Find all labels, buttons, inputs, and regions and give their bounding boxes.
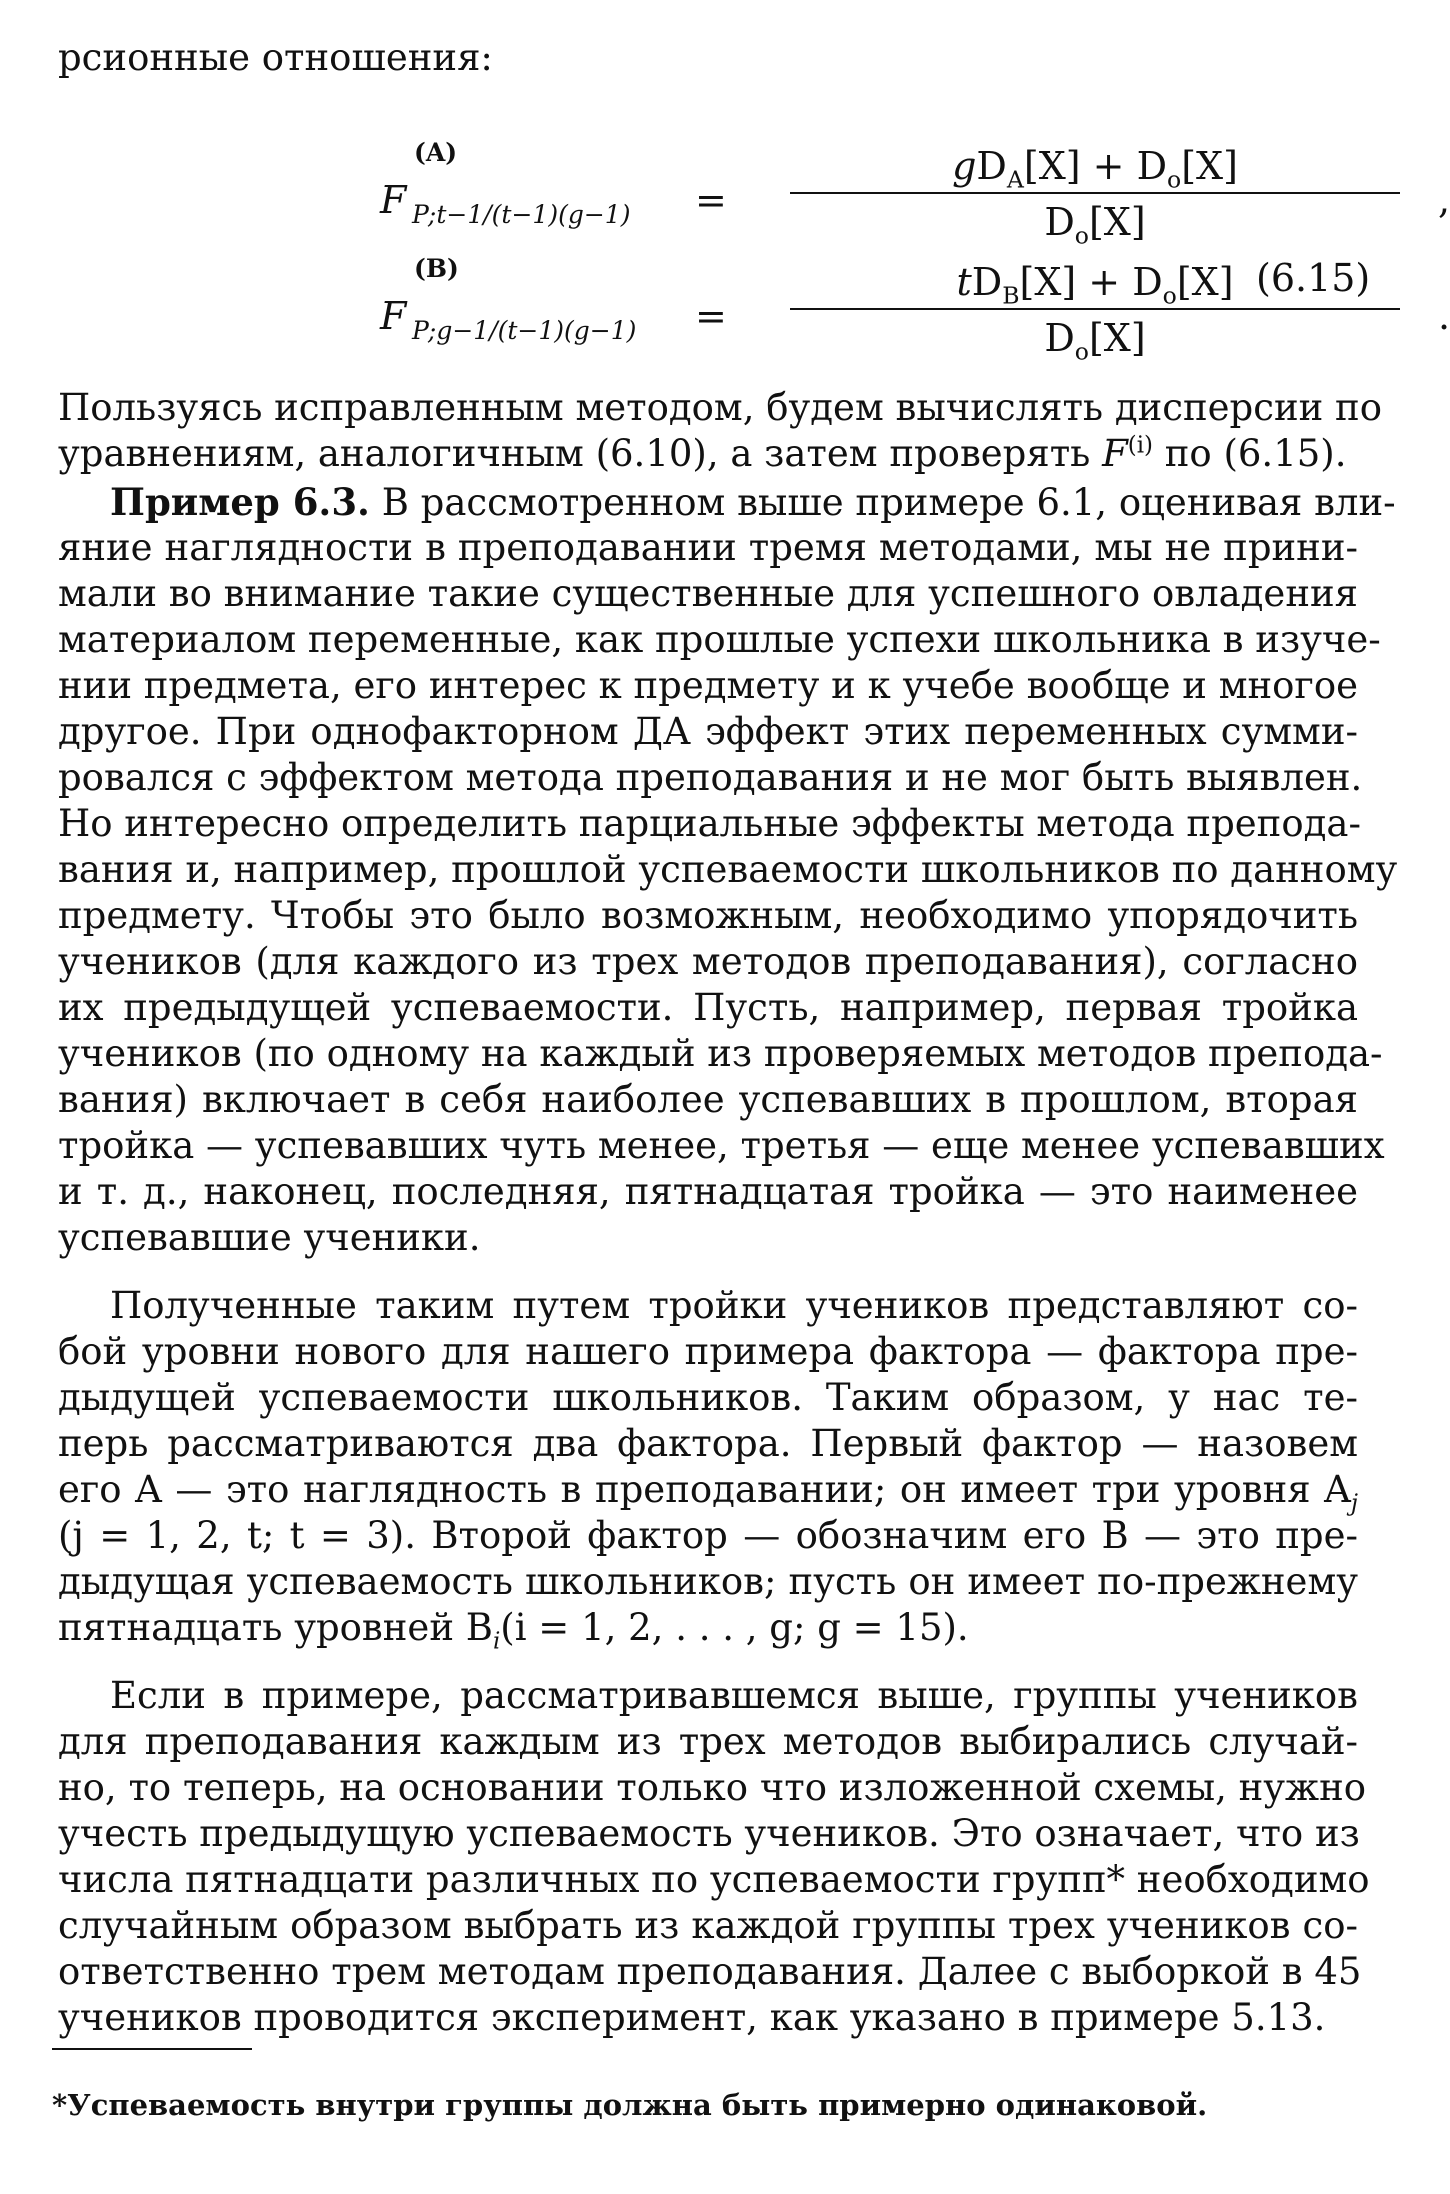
paragraph-line: их предыдущей успеваемости. Пусть, например, первая тройка [58, 986, 1358, 1029]
top-line: рсионные отношения: [58, 36, 493, 79]
paragraph-line: яние наглядности в преподавании тремя методами, мы не прини- [58, 526, 1358, 569]
paragraph-line: ровался с эффектом метода преподавания и не мог быть выявлен. [58, 756, 1363, 799]
paragraph-line: учеников проводится эксперимент, как указано в примере 5.13. [58, 1996, 1326, 2039]
equation-b-fraction: $tD_B[X] + D_o[X]$ $D_o[X]$ [750, 260, 1440, 360]
paragraph-line: вания) включает в себя наиболее успевавших в прошлом, вторая [58, 1078, 1358, 1121]
paragraph-line: числа пятнадцати различных по успеваемости групп* необходимо [58, 1858, 1370, 1901]
equation-number: (6.15) [1256, 256, 1371, 300]
paragraph-line: пятнадцать уровней $B_i(i = 1$, 2, . . . , g; g = 15). [58, 1606, 969, 1655]
paragraph-line: уравнениям, аналогичным (6.10), а затем проверять $F^{(i)}$ по (6.15). [58, 432, 1347, 475]
paragraph-line: учесть предыдущую успеваемость учеников. Это означает, что из [58, 1812, 1360, 1855]
equation-b-lhs: F (B) P;g−1/(t−1)(g−1) [380, 254, 637, 345]
paragraph-line: успевавшие ученики. [58, 1216, 481, 1259]
paragraph-line: для преподавания каждым из трех методов выбирались случай- [58, 1720, 1358, 1763]
paragraph-line: Если в примере, рассматривавшемся выше, группы учеников [110, 1674, 1358, 1717]
paragraph-line: перь рассматриваются два фактора. Первый фактор — назовем [58, 1422, 1358, 1465]
paragraph-line: но, то теперь, на основании только что изложенной схемы, нужно [58, 1766, 1367, 1809]
example-heading-line: Пример 6.3. В рассмотренном выше примере 6.1, оценивая вли- [110, 480, 1396, 524]
paragraph-line: тройка — успевавших чуть менее, третья — еще менее успевавших [58, 1124, 1385, 1167]
paragraph-line: ответственно трем методам преподавания. Далее с выборкой в 45 [58, 1950, 1362, 1993]
paragraph-line: и т. д., наконец, последняя, пятнадцатая тройка — это наименее [58, 1170, 1358, 1213]
paragraph-line: вания и, например, прошлой успеваемости школьников по данному [58, 848, 1398, 891]
paragraph-line: Полученные таким путем тройки учеников представляют со- [110, 1284, 1358, 1327]
footnote-rule [52, 2048, 252, 2050]
paragraph-line: учеников (для каждого из трех методов преподавания), согласно [58, 940, 1358, 983]
equation-a-fraction: $gD_A[X] + D_o[X]$ $D_o[X]$ [750, 144, 1440, 244]
paragraph-line: Но интересно определить парциальные эффекты метода препода- [58, 802, 1361, 845]
example-label: Пример 6.3. [110, 480, 370, 524]
equation-a-lhs: F (A) P;t−1/(t−1)(g−1) [380, 138, 631, 229]
footnote: *Успеваемость внутри группы должна быть примерно одинаковой. [52, 2088, 1208, 2122]
paragraph-line: (j = 1, 2, t; t = 3). Второй фактор — обозначим его B — это пре- [58, 1514, 1358, 1557]
paragraph-line: случайным образом выбрать из каждой группы трех учеников со- [58, 1904, 1358, 1947]
paragraph-line: учеников (по одному на каждый из проверяемых методов препода- [58, 1032, 1383, 1075]
paragraph-line: нии предмета, его интерес к предмету и к учебе вообще и многое [58, 664, 1358, 707]
paragraph-line: Пользуясь исправленным методом, будем вычислять дисперсии по [58, 386, 1382, 429]
document-page: рсионные отношения: F (A) P;t−1/(t−1)(g−1) = $gD_A[X] + D_o[X]$ $D_o[X]$ , F (B) P;g−1/(t−1)(g−1) = $tD_B[X] + D_o[X]$ $D_o[X]$ . (6.15) Пользуясь исправленным методом, будем вычислять дисперсии по уравнениям, аналогичным (6.10), а затем проверять $F^{(i)}$ по (6.15). Пример 6.3. В рассмотренном выше примере 6.1, оценивая вли- яние наглядности в преподавании тремя методами, мы не прини- мали во внимание такие существенные для успешного овладения материалом переменные, как прошлые успехи школьника в изуче- нии предмета, его интерес к предмету и к учебе вообще и многое другое. При однофакторном ДА эффект этих переменных сумми- ровался с эффектом метода преподавания и не мог быть выявлен. Но интересно определить парциальные эффекты метода препода- вания и, например, прошлой успеваемости школьников по данному предмету. Чтобы это было возможным, необходимо упорядочить учеников (для каждого из трех методов преподавания), согласно их предыдущей успеваемости. Пусть, например, первая тройка учеников (по одному на каждый из проверяемых методов препода- вания) включает в себя наиболее успевавших в прошлом, вторая тройка — успевавших чуть менее, третья — еще менее успевавших и т. д., наконец, последняя, пятнадцатая тройка — это наименее успевавшие ученики. Полученные таким путем тройки учеников представляют со- бой уровни нового для нашего примера фактора — фактора пре- дыдущей успеваемости школьников. Таким образом, у нас те- перь рассматриваются два фактора. Первый фактор — назовем его A — это наглядность в преподавании; он имеет три уровня $A_j$ (j = 1, 2, t; t = 3). Второй фактор — обозначим его B — это пре- дыдущая успеваемость школьников; пусть он имеет по-прежнему пятнадцать уровней $B_i(i = 1$, 2, . . . , g; g = 15). Если в примере, рассматривавшемся выше, группы учеников для преподавания каждым из трех методов выбирались случай- но, то теперь, на основании только что изложенной схемы, нужно учесть предыдущую успеваемость учеников. Это означает, что из числа пятнадцати различных по успеваемости групп* необходимо случайным образом выбрать из каждой группы трех учеников со- ответственно трем методам преподавания. Далее с выборкой в 45 учеников проводится эксперимент, как указано в примере 5.13. *Успеваемость внутри группы должна быть примерно одинаковой. [52, 36, 1450, 2122]
paragraph-line: его A — это наглядность в преподавании; он имеет три уровня $A_j$ [58, 1468, 1358, 1517]
paragraph-line: мали во внимание такие существенные для успешного овладения [58, 572, 1358, 615]
paragraph-line: дыдущая успеваемость школьников; пусть он имеет по-прежнему [58, 1560, 1358, 1603]
paragraph-line: бой уровни нового для нашего примера фактора — фактора пре- [58, 1330, 1358, 1373]
paragraph-line: предмету. Чтобы это было возможным, необходимо упорядочить [58, 894, 1358, 937]
paragraph-line: материалом переменные, как прошлые успехи школьника в изуче- [58, 618, 1381, 661]
paragraph-line: дыдущей успеваемости школьников. Таким образом, у нас те- [58, 1376, 1358, 1419]
paragraph-line: другое. При однофакторном ДА эффект этих переменных сумми- [58, 710, 1358, 753]
